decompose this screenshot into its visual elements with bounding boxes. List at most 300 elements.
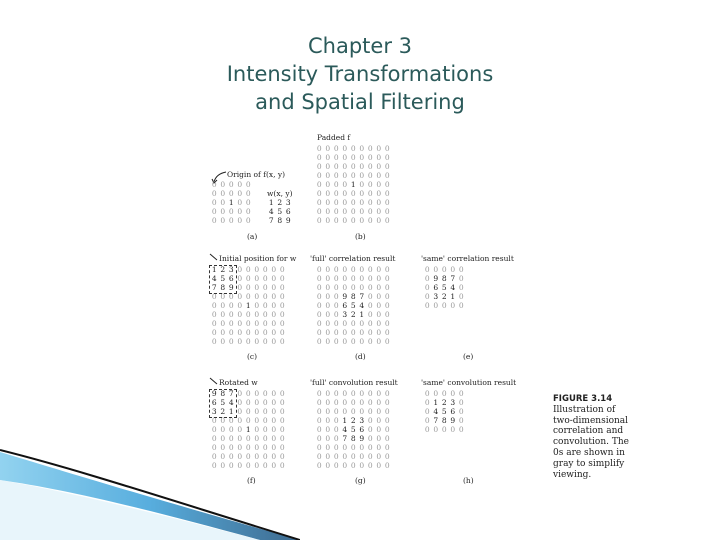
grid-cell: 0 <box>245 283 251 292</box>
grid-cell: 0 <box>424 425 430 434</box>
caption-line: 0s are shown in <box>553 447 625 458</box>
grid-cell: 0 <box>359 153 365 162</box>
grid-cell: 0 <box>220 319 226 328</box>
grid-cell: 0 <box>384 398 390 407</box>
grid-cell: 0 <box>245 207 251 216</box>
grid-cell: 0 <box>262 389 268 398</box>
grid-cell: 0 <box>333 162 339 171</box>
grid-row <box>315 443 392 452</box>
grid-cell: 0 <box>441 265 447 274</box>
panel-label-e: (e) <box>463 352 474 361</box>
grid-cell: 0 <box>350 162 356 171</box>
grid-cell: 9 <box>342 292 348 301</box>
grid-cell: 0 <box>350 337 356 346</box>
grid-cell: 0 <box>211 328 217 337</box>
grid-cell: 0 <box>254 283 260 292</box>
grid-cell: 0 <box>237 434 243 443</box>
grid-cell: 0 <box>245 443 251 452</box>
grid-cell: 0 <box>376 452 382 461</box>
grid-row <box>210 310 287 319</box>
grid-row <box>315 162 392 171</box>
grid-cell: 0 <box>325 216 331 225</box>
grid-cell: 0 <box>376 337 382 346</box>
grid-cell: 7 <box>211 283 217 292</box>
grid-cell: 0 <box>376 328 382 337</box>
grid-cell: 0 <box>424 301 430 310</box>
grid-cell: 0 <box>367 407 373 416</box>
grid-cell: 0 <box>279 434 285 443</box>
grid-cell: 0 <box>271 301 277 310</box>
grid-cell: 0 <box>367 443 373 452</box>
grid-cell: 0 <box>237 216 243 225</box>
grid-cell: 0 <box>237 189 243 198</box>
grid-cell: 0 <box>316 301 322 310</box>
grid-cell: 4 <box>268 207 274 216</box>
grid-cell: 0 <box>376 265 382 274</box>
grid-row <box>210 328 287 337</box>
grid-cell: 4 <box>450 283 456 292</box>
grid-cell: 0 <box>316 389 322 398</box>
grid-row <box>423 301 466 310</box>
grid-cell: 3 <box>433 292 439 301</box>
grid-cell: 0 <box>316 283 322 292</box>
grid-cell: 0 <box>376 292 382 301</box>
grid-cell: 0 <box>450 301 456 310</box>
grid-cell: 0 <box>316 319 322 328</box>
grid-cell: 0 <box>325 198 331 207</box>
grid-cell: 0 <box>342 153 348 162</box>
grid-cell: 0 <box>350 198 356 207</box>
grid-cell: 0 <box>316 153 322 162</box>
grid-cell: 0 <box>245 292 251 301</box>
grid-cell: 0 <box>367 292 373 301</box>
grid-cell: 1 <box>228 198 234 207</box>
grid-cell: 0 <box>254 265 260 274</box>
grid-cell: 0 <box>325 171 331 180</box>
grid-cell: 0 <box>271 434 277 443</box>
grid-cell: 0 <box>333 389 339 398</box>
grid-cell: 0 <box>228 452 234 461</box>
grid-cell: 2 <box>441 292 447 301</box>
grid-cell: 0 <box>316 292 322 301</box>
grid-cell: 0 <box>220 452 226 461</box>
grid-cell: 2 <box>350 310 356 319</box>
grid-cell: 0 <box>325 407 331 416</box>
grid-cell: 5 <box>350 425 356 434</box>
grid-cell: 0 <box>254 425 260 434</box>
panel-label-b: (b) <box>355 232 366 241</box>
grid-cell: 0 <box>384 443 390 452</box>
panel-label-f: (f) <box>247 476 256 485</box>
grid-cell: 0 <box>376 144 382 153</box>
grid-cell: 5 <box>441 283 447 292</box>
grid-row <box>315 171 392 180</box>
grid-row <box>210 319 287 328</box>
figure-caption <box>553 394 673 480</box>
slide-title <box>0 32 720 116</box>
title-line-1: Chapter 3 <box>308 34 412 58</box>
grid-row <box>315 198 392 207</box>
grid-row <box>315 389 392 398</box>
grid-cell: 0 <box>367 162 373 171</box>
grid-cell: 0 <box>325 189 331 198</box>
grid-cell: 0 <box>376 425 382 434</box>
grid-cell: 0 <box>325 274 331 283</box>
grid-row <box>315 216 392 225</box>
grid-cell: 0 <box>367 180 373 189</box>
grid-cell: 0 <box>245 180 251 189</box>
caption-line: two-dimensional <box>553 415 629 426</box>
grid-cell: 0 <box>262 452 268 461</box>
grid-row <box>315 153 392 162</box>
grid-cell: 3 <box>450 398 456 407</box>
grid-cell: 0 <box>384 407 390 416</box>
grid-cell: 0 <box>325 207 331 216</box>
grid-cell: 0 <box>245 434 251 443</box>
grid-cell: 0 <box>376 407 382 416</box>
grid-row <box>423 416 466 425</box>
grid-cell: 3 <box>359 416 365 425</box>
grid-cell: 4 <box>342 425 348 434</box>
grid-cell: 4 <box>228 398 234 407</box>
grid-cell: 0 <box>316 274 322 283</box>
grid-cell: 8 <box>220 283 226 292</box>
grid-cell: 0 <box>376 180 382 189</box>
grid-cell: 0 <box>271 274 277 283</box>
grid-cell: 1 <box>268 198 274 207</box>
grid-cell: 0 <box>245 416 251 425</box>
grid-cell: 0 <box>333 265 339 274</box>
grid-cell: 0 <box>228 180 234 189</box>
grid-cell: 0 <box>384 292 390 301</box>
grid-cell: 0 <box>271 292 277 301</box>
grid-cell: 0 <box>262 310 268 319</box>
grid-cell: 0 <box>271 398 277 407</box>
origin-label: Origin of f(x, y) <box>227 170 286 179</box>
grid-cell: 0 <box>325 301 331 310</box>
grid-cell: 0 <box>220 337 226 346</box>
grid-cell: 0 <box>245 216 251 225</box>
grid-cell: 0 <box>325 398 331 407</box>
grid-cell: 0 <box>279 274 285 283</box>
grid-cell: 7 <box>268 216 274 225</box>
grid-cell: 9 <box>228 283 234 292</box>
grid-row <box>315 337 392 346</box>
grid-cell: 0 <box>359 398 365 407</box>
grid-cell: 0 <box>384 389 390 398</box>
w-label: w(x, y) <box>267 189 293 198</box>
grid-cell: 0 <box>433 389 439 398</box>
grid-cell: 0 <box>325 337 331 346</box>
grid-cell: 0 <box>237 301 243 310</box>
grid-cell: 0 <box>279 443 285 452</box>
grid-row <box>315 301 392 310</box>
grid-cell: 0 <box>262 319 268 328</box>
grid-cell: 0 <box>458 301 464 310</box>
grid-cell: 0 <box>211 310 217 319</box>
grid-cell: 0 <box>316 425 322 434</box>
grid-row <box>315 265 392 274</box>
grid-cell: 0 <box>350 461 356 470</box>
grid-cell: 0 <box>228 337 234 346</box>
grid-cell: 1 <box>342 416 348 425</box>
grid-cell: 1 <box>450 292 456 301</box>
rotated-arrow-icon <box>209 376 219 386</box>
grid-cell: 0 <box>384 434 390 443</box>
grid-cell: 0 <box>237 292 243 301</box>
grid-cell: 0 <box>367 416 373 425</box>
grid-cell: 0 <box>458 407 464 416</box>
grid-cell: 0 <box>376 416 382 425</box>
grid-cell: 0 <box>254 274 260 283</box>
grid-row <box>210 434 287 443</box>
grid-cell: 0 <box>220 292 226 301</box>
grid-cell: 0 <box>342 337 348 346</box>
grid-cell: 0 <box>271 337 277 346</box>
grid-cell: 0 <box>211 434 217 443</box>
grid-cell: 0 <box>316 310 322 319</box>
panel-label-d: (d) <box>355 352 366 361</box>
grid-cell: 0 <box>279 461 285 470</box>
grid-cell: 0 <box>350 265 356 274</box>
grid-cell: 0 <box>384 328 390 337</box>
grid-cell: 0 <box>333 180 339 189</box>
caption-line: Illustration of <box>553 404 616 415</box>
grid-cell: 0 <box>350 443 356 452</box>
grid-cell: 0 <box>458 425 464 434</box>
grid-cell: 0 <box>376 389 382 398</box>
grid-cell: 0 <box>342 274 348 283</box>
grid-cell: 7 <box>359 292 365 301</box>
caption-line: convolution. The <box>553 437 629 448</box>
grid-cell: 8 <box>441 274 447 283</box>
grid-cell: 0 <box>237 407 243 416</box>
grid-cell: 0 <box>359 452 365 461</box>
grid-cell: 0 <box>325 265 331 274</box>
grid-row <box>423 265 466 274</box>
grid-cell: 0 <box>424 292 430 301</box>
grid-cell: 0 <box>333 283 339 292</box>
grid-row <box>210 452 287 461</box>
grid-row <box>315 207 392 216</box>
grid-cell: 0 <box>342 171 348 180</box>
grid-cell: 2 <box>220 407 226 416</box>
grid-cell: 0 <box>325 144 331 153</box>
grid-cell: 0 <box>376 301 382 310</box>
grid-cell: 0 <box>384 425 390 434</box>
grid-cell: 0 <box>342 407 348 416</box>
grid-cell: 0 <box>350 189 356 198</box>
grid-row <box>315 407 392 416</box>
grid-cell: 0 <box>254 443 260 452</box>
grid-cell: 0 <box>367 310 373 319</box>
grid-cell: 0 <box>271 443 277 452</box>
grid-row <box>210 207 253 216</box>
grid-cell: 0 <box>350 216 356 225</box>
caption-heading: FIGURE 3.14 <box>553 394 613 404</box>
grid-cell: 0 <box>237 274 243 283</box>
grid-cell: 0 <box>279 319 285 328</box>
grid-cell: 0 <box>342 283 348 292</box>
grid-cell: 0 <box>367 398 373 407</box>
panel-label-c: (c) <box>247 352 258 361</box>
caption-line: correlation and <box>553 426 624 437</box>
grid-cell: 1 <box>245 425 251 434</box>
grid-cell: 0 <box>279 328 285 337</box>
grid-cell: 0 <box>316 461 322 470</box>
grid-cell: 1 <box>350 180 356 189</box>
grid-cell: 0 <box>333 328 339 337</box>
grid-cell: 0 <box>441 425 447 434</box>
grid-cell: 0 <box>333 319 339 328</box>
grid-cell: 0 <box>376 443 382 452</box>
grid-cell: 0 <box>279 283 285 292</box>
grid-row <box>423 389 466 398</box>
grid-cell: 0 <box>450 265 456 274</box>
grid-cell: 0 <box>325 461 331 470</box>
grid-cell: 0 <box>316 416 322 425</box>
grid-cell: 0 <box>458 283 464 292</box>
grid-cell: 0 <box>376 216 382 225</box>
grid-cell: 0 <box>237 319 243 328</box>
grid-cell: 0 <box>367 319 373 328</box>
grid-cell: 0 <box>316 207 322 216</box>
grid-row <box>315 310 392 319</box>
grid-same-convolution <box>423 389 466 434</box>
grid-cell: 0 <box>342 389 348 398</box>
grid-cell: 0 <box>262 407 268 416</box>
grid-cell: 0 <box>433 301 439 310</box>
grid-row <box>423 398 466 407</box>
grid-cell: 0 <box>254 310 260 319</box>
grid-cell: 1 <box>433 398 439 407</box>
grid-cell: 0 <box>325 328 331 337</box>
grid-cell: 0 <box>384 319 390 328</box>
grid-cell: 0 <box>254 389 260 398</box>
grid-cell: 0 <box>220 434 226 443</box>
grid-cell: 0 <box>228 416 234 425</box>
grid-cell: 0 <box>271 461 277 470</box>
grid-cell: 0 <box>350 274 356 283</box>
grid-cell: 0 <box>333 144 339 153</box>
grid-cell: 0 <box>384 153 390 162</box>
grid-cell: 0 <box>316 452 322 461</box>
grid-cell: 0 <box>237 425 243 434</box>
grid-cell: 8 <box>441 416 447 425</box>
grid-cell: 0 <box>228 319 234 328</box>
grid-row <box>315 434 392 443</box>
grid-cell: 0 <box>342 443 348 452</box>
grid-cell: 0 <box>245 328 251 337</box>
grid-row <box>315 319 392 328</box>
grid-cell: 1 <box>228 407 234 416</box>
grid-cell: 0 <box>333 189 339 198</box>
grid-cell: 0 <box>237 416 243 425</box>
grid-cell: 0 <box>316 337 322 346</box>
grid-cell: 0 <box>316 407 322 416</box>
grid-cell: 0 <box>316 434 322 443</box>
grid-cell: 0 <box>384 274 390 283</box>
grid-cell: 0 <box>211 292 217 301</box>
grid-cell: 0 <box>367 389 373 398</box>
grid-cell: 0 <box>279 398 285 407</box>
grid-cell: 0 <box>245 461 251 470</box>
grid-cell: 0 <box>262 434 268 443</box>
grid-cell: 0 <box>262 328 268 337</box>
grid-padded-f <box>315 144 392 225</box>
grid-cell: 0 <box>211 416 217 425</box>
kernel-box-f <box>209 389 237 418</box>
grid-cell: 0 <box>458 398 464 407</box>
grid-row <box>423 407 466 416</box>
grid-cell: 0 <box>220 216 226 225</box>
grid-cell: 0 <box>237 398 243 407</box>
grid-cell: 4 <box>359 301 365 310</box>
grid-cell: 0 <box>333 337 339 346</box>
grid-cell: 0 <box>359 265 365 274</box>
panel-label-h: (h) <box>463 476 474 485</box>
grid-cell: 9 <box>359 434 365 443</box>
grid-same-correlation <box>423 265 466 310</box>
grid-cell: 0 <box>450 425 456 434</box>
grid-cell: 0 <box>262 416 268 425</box>
grid-cell: 1 <box>359 310 365 319</box>
grid-cell: 0 <box>384 265 390 274</box>
grid-cell: 0 <box>333 216 339 225</box>
grid-cell: 0 <box>237 328 243 337</box>
grid-cell: 0 <box>333 461 339 470</box>
grid-cell: 0 <box>245 310 251 319</box>
title-line-2: Intensity Transformations <box>226 62 494 86</box>
grid-cell: 8 <box>277 216 283 225</box>
grid-cell: 0 <box>279 310 285 319</box>
grid-cell: 0 <box>424 274 430 283</box>
grid-cell: 0 <box>271 310 277 319</box>
grid-cell: 0 <box>237 283 243 292</box>
grid-cell: 2 <box>277 198 283 207</box>
grid-cell: 7 <box>433 416 439 425</box>
grid-row <box>315 292 392 301</box>
grid-row <box>315 398 392 407</box>
grid-cell: 0 <box>367 328 373 337</box>
grid-cell: 0 <box>384 216 390 225</box>
grid-cell: 5 <box>220 398 226 407</box>
grid-cell: 0 <box>316 443 322 452</box>
grid-cell: 0 <box>316 144 322 153</box>
grid-cell: 1 <box>245 301 251 310</box>
grid-cell: 0 <box>359 443 365 452</box>
grid-cell: 0 <box>254 328 260 337</box>
grid-cell: 0 <box>245 407 251 416</box>
grid-cell: 3 <box>228 265 234 274</box>
grid-cell: 0 <box>376 153 382 162</box>
full-correlation-label: 'full' correlation result <box>310 254 396 263</box>
grid-cell: 0 <box>424 407 430 416</box>
grid-cell: 0 <box>384 452 390 461</box>
full-convolution-label: 'full' convolution result <box>310 378 398 387</box>
grid-cell: 6 <box>433 283 439 292</box>
grid-cell: 0 <box>237 337 243 346</box>
grid-cell: 0 <box>220 207 226 216</box>
grid-row <box>210 198 253 207</box>
grid-cell: 0 <box>245 452 251 461</box>
grid-row <box>210 216 253 225</box>
title-line-3: and Spatial Filtering <box>255 90 465 114</box>
grid-cell: 0 <box>359 189 365 198</box>
grid-cell: 0 <box>211 425 217 434</box>
grid-cell: 0 <box>254 337 260 346</box>
grid-cell: 0 <box>424 389 430 398</box>
